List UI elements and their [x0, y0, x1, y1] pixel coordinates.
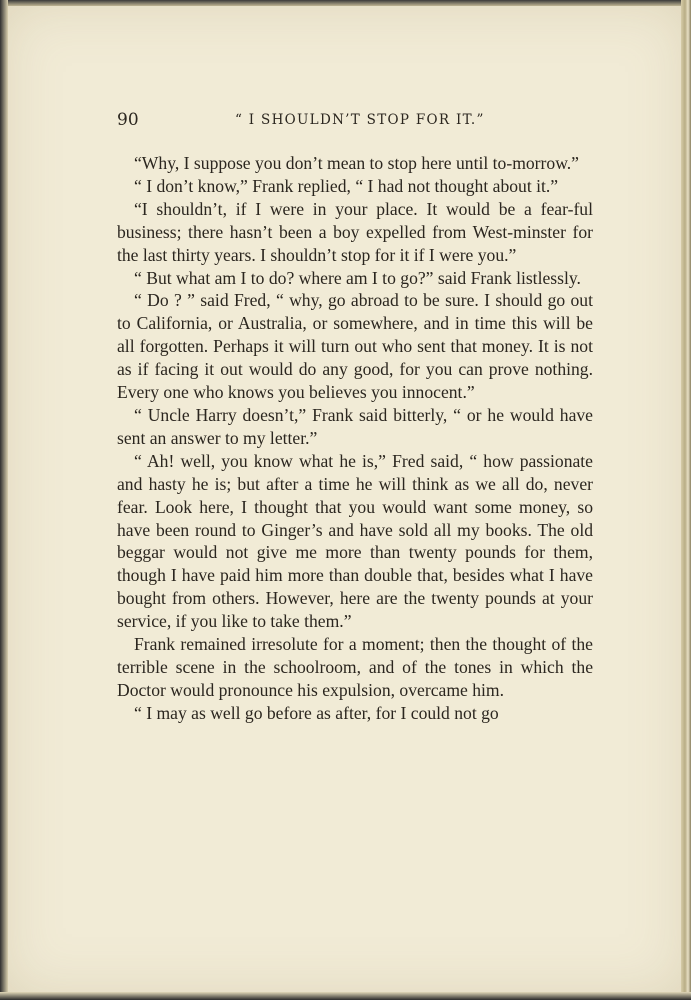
paragraph: “Why, I suppose you don’t mean to stop here until to-morrow.” [134, 153, 579, 173]
paragraph: Frank remained irresolute for a moment; then the thought of the terrible scene in the schoolroom, and of the tones in which the Doctor would pronounce his expulsion, overcame him. [117, 634, 593, 700]
page-edge-top [0, 0, 691, 6]
paragraph: “ Do ? ” said Fred, “ why, go abroad to be sure. I should go out to California, or Australia, or somewhere, and in time this will be all forgotten. Perhaps it will turn out who sent that money. It is not as if facing it out would do any good, for you can prove nothing. Every one who knows you believes you innocent.” [117, 290, 593, 403]
page-edge-left [0, 0, 8, 1000]
paragraph: “ Ah! well, you know what he is,” Fred said, “ how passionate and hasty he is; but after a time he will think as we all do, never fear. Look here, I thought that you would want some money, so have been round to Ginger’s and have sold all my books. The old beggar would not give me more than twenty pounds for them, though I have paid him more than double that, besides what I have bought from others. However, here are the twenty pounds at your service, if you like to take them.” [117, 450, 593, 632]
paragraph: “ Uncle Harry doesn’t,” Frank said bitterly, “ or he would have sent an answer to my letter.” [117, 404, 593, 448]
paragraph: “ I may as well go before as after, for I could not go [134, 702, 499, 723]
paragraph: “ But what am I to do? where am I to go?” said Frank listlessly. [134, 267, 581, 288]
page-edge-right [681, 0, 691, 1000]
page-edge-bottom [0, 992, 691, 1000]
paragraph: “ I don’t know,” Frank replied, “ I had not thought about it.” [134, 175, 559, 196]
page-number: 90 [117, 110, 139, 130]
paragraph: “I shouldn’t, if I were in your place. It would be a fear-ful business; there hasn’t been a boy expelled from West-minster for the last thirty years. I shouldn’t stop for it if I were you.” [117, 198, 593, 265]
running-title: “ I SHOULDN’T STOP FOR IT.” [235, 112, 485, 128]
body-text [117, 152, 593, 725]
running-head [117, 110, 593, 134]
